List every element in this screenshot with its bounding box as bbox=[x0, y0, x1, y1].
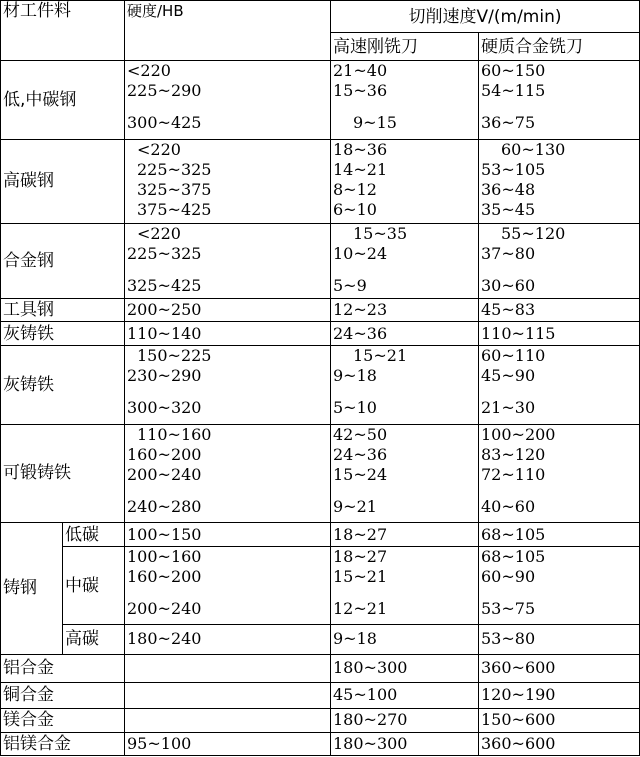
header-hardness: 硬度/HB bbox=[125, 1, 331, 61]
sub-material-low-carbon: 低碳 bbox=[63, 523, 125, 547]
header-carbide-cutter: 硬质合金铣刀 bbox=[479, 33, 640, 61]
carbide-speed-value: 360~600 bbox=[479, 654, 640, 682]
hardness-value: 300~320 bbox=[127, 398, 202, 418]
hardness-cell bbox=[125, 61, 331, 139]
hardness-value: 375~425 bbox=[137, 199, 212, 219]
hss-speed-value: 9~21 bbox=[333, 496, 377, 516]
header-hss-cutter: 高速刚铣刀 bbox=[331, 33, 479, 61]
hardness-value: 160~200 bbox=[127, 444, 202, 464]
hss-speed-value: 15~36 bbox=[333, 81, 388, 101]
sub-material-high-carbon: 高碳 bbox=[63, 625, 125, 654]
hss-speed-cell bbox=[331, 547, 479, 625]
material-malleable-cast-iron: 可锻铸铁 bbox=[1, 424, 125, 522]
hardness-value: 95~100 bbox=[125, 732, 331, 755]
carbide-speed-value: 45~90 bbox=[481, 366, 536, 386]
hss-speed-value: 42~50 bbox=[333, 424, 388, 444]
carbide-speed-value: 53~80 bbox=[479, 625, 640, 654]
hardness-value: 160~200 bbox=[127, 567, 202, 587]
carbide-speed-value: 53~75 bbox=[481, 599, 536, 619]
hss-speed-value: 18~36 bbox=[333, 139, 388, 159]
carbide-speed-value: 60~90 bbox=[481, 567, 536, 587]
hss-speed-value: 12~21 bbox=[333, 599, 388, 619]
carbide-speed-value: 60~110 bbox=[481, 346, 546, 366]
hss-speed-cell bbox=[331, 346, 479, 424]
material-gray-cast-iron: 灰铸铁 bbox=[1, 322, 125, 346]
hardness-value: 325~425 bbox=[127, 275, 202, 295]
carbide-speed-value: 45~83 bbox=[479, 299, 640, 322]
hss-speed-value: 24~36 bbox=[331, 322, 479, 346]
material-tool-steel: 工具钢 bbox=[1, 299, 125, 322]
hardness-value bbox=[125, 708, 331, 732]
carbide-speed-cell bbox=[479, 547, 640, 625]
carbide-speed-value: 68~105 bbox=[479, 523, 640, 547]
hardness-value: 230~290 bbox=[127, 366, 202, 386]
hss-speed-value: 15~24 bbox=[333, 464, 388, 484]
hss-speed-value: 18~27 bbox=[331, 523, 479, 547]
carbide-speed-cell bbox=[479, 61, 640, 139]
carbide-speed-value: 100~200 bbox=[481, 424, 556, 444]
hss-speed-cell bbox=[331, 61, 479, 139]
hss-speed-value: 180~300 bbox=[331, 732, 479, 755]
hardness-cell bbox=[125, 223, 331, 298]
hss-speed-value: 6~10 bbox=[333, 199, 377, 219]
hardness-value: <220 bbox=[137, 223, 181, 243]
hss-speed-value: 9~18 bbox=[331, 625, 479, 654]
sub-material-mid-carbon: 中碳 bbox=[63, 547, 125, 625]
hss-speed-value: 5~10 bbox=[333, 398, 377, 418]
hardness-value: 100~150 bbox=[125, 523, 331, 547]
carbide-speed-value: 60~130 bbox=[501, 139, 566, 159]
material-aluminum-magnesium-alloy: 铝镁合金 bbox=[1, 732, 125, 755]
hardness-value: 110~160 bbox=[137, 424, 212, 444]
carbide-speed-value: 60~150 bbox=[481, 61, 546, 81]
material-gray-cast-iron: 灰铸铁 bbox=[1, 346, 125, 424]
hss-speed-value: 15~35 bbox=[353, 223, 408, 243]
carbide-speed-value: 30~60 bbox=[481, 275, 536, 295]
hss-speed-value: 5~9 bbox=[333, 275, 367, 295]
hardness-value: 225~290 bbox=[127, 81, 202, 101]
carbide-speed-value: 68~105 bbox=[481, 547, 546, 567]
hss-speed-value: 24~36 bbox=[333, 444, 388, 464]
hss-speed-value: 21~40 bbox=[333, 61, 388, 81]
carbide-speed-value: 36~48 bbox=[481, 179, 536, 199]
header-material: 材工件料 bbox=[1, 1, 125, 61]
carbide-speed-value: 21~30 bbox=[481, 398, 536, 418]
hss-speed-cell bbox=[331, 424, 479, 522]
carbide-speed-cell bbox=[479, 346, 640, 424]
hss-speed-value: 15~21 bbox=[353, 346, 408, 366]
hss-speed-value: 14~21 bbox=[333, 159, 388, 179]
carbide-speed-cell bbox=[479, 139, 640, 223]
hss-speed-value: 180~300 bbox=[331, 654, 479, 682]
carbide-speed-value: 360~600 bbox=[479, 732, 640, 755]
carbide-speed-value: 54~115 bbox=[481, 81, 546, 101]
material-low-mid-carbon-steel: 低,中碳钢 bbox=[1, 61, 125, 139]
hss-speed-value: 180~270 bbox=[331, 708, 479, 732]
material-alloy-steel: 合金钢 bbox=[1, 223, 125, 298]
carbide-speed-cell bbox=[479, 424, 640, 522]
hss-speed-value: 12~23 bbox=[331, 299, 479, 322]
hardness-cell bbox=[125, 424, 331, 522]
carbide-speed-value: 72~110 bbox=[481, 464, 546, 484]
hardness-value: 300~425 bbox=[127, 113, 202, 133]
carbide-speed-value: 55~120 bbox=[501, 223, 566, 243]
hardness-cell bbox=[125, 346, 331, 424]
hardness-value bbox=[125, 682, 331, 708]
header-cutting-speed: 切削速度V/(m/min) bbox=[331, 1, 640, 33]
carbide-speed-value: 37~80 bbox=[481, 243, 536, 263]
carbide-speed-value: 53~105 bbox=[481, 159, 546, 179]
hardness-cell bbox=[125, 547, 331, 625]
material-magnesium-alloy: 镁合金 bbox=[1, 708, 125, 732]
hardness-value: 225~325 bbox=[137, 159, 212, 179]
hss-speed-value: 8~12 bbox=[333, 179, 377, 199]
carbide-speed-value: 40~60 bbox=[481, 496, 536, 516]
hardness-value: <220 bbox=[127, 61, 171, 81]
carbide-speed-value: 35~45 bbox=[481, 199, 536, 219]
material-aluminum-alloy: 铝合金 bbox=[1, 654, 125, 682]
hardness-value: 225~325 bbox=[127, 243, 202, 263]
material-high-carbon-steel: 高碳钢 bbox=[1, 139, 125, 223]
hardness-value: 240~280 bbox=[127, 496, 202, 516]
hardness-value: 100~160 bbox=[127, 547, 202, 567]
hardness-value: 325~375 bbox=[137, 179, 212, 199]
carbide-speed-value: 110~115 bbox=[479, 322, 640, 346]
hss-speed-value: 9~15 bbox=[353, 113, 397, 133]
hardness-value: 200~240 bbox=[127, 599, 202, 619]
carbide-speed-value: 150~600 bbox=[479, 708, 640, 732]
hss-speed-value: 9~18 bbox=[333, 366, 377, 386]
hss-speed-cell bbox=[331, 139, 479, 223]
hardness-value bbox=[125, 654, 331, 682]
hardness-value: 200~250 bbox=[125, 299, 331, 322]
hardness-cell bbox=[125, 139, 331, 223]
material-copper-alloy: 铜合金 bbox=[1, 682, 125, 708]
material-cast-steel: 铸钢 bbox=[1, 523, 63, 655]
hardness-value: <220 bbox=[137, 139, 181, 159]
hss-speed-value: 15~21 bbox=[333, 567, 388, 587]
carbide-speed-value: 120~190 bbox=[479, 682, 640, 708]
carbide-speed-value: 36~75 bbox=[481, 113, 536, 133]
hardness-value: 110~140 bbox=[125, 322, 331, 346]
hardness-value: 200~240 bbox=[127, 464, 202, 484]
hardness-value: 150~225 bbox=[137, 346, 212, 366]
hss-speed-value: 10~24 bbox=[333, 243, 388, 263]
hss-speed-value: 45~100 bbox=[331, 682, 479, 708]
hardness-value: 180~240 bbox=[125, 625, 331, 654]
carbide-speed-cell bbox=[479, 223, 640, 298]
hss-speed-value: 18~27 bbox=[333, 547, 388, 567]
carbide-speed-value: 83~120 bbox=[481, 444, 546, 464]
hss-speed-cell bbox=[331, 223, 479, 298]
